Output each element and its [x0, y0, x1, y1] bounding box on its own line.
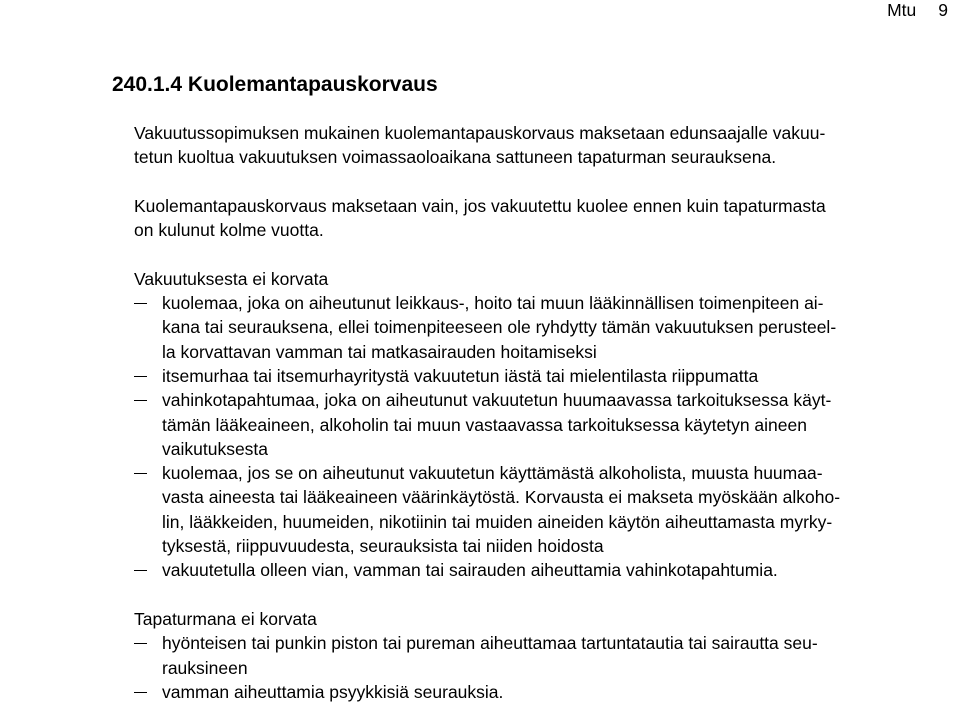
dash-bullet-icon	[134, 473, 147, 474]
text-line: rauksineen	[162, 657, 248, 678]
text-line: vasta aineesta tai lääkeaineen väärinkäytöstä. Korvausta ei makseta myöskään alkoho-	[162, 487, 841, 508]
exclusions-section	[134, 267, 934, 583]
document-body	[134, 121, 934, 704]
accident-exclusion-item	[134, 680, 934, 704]
text-line: vaikutuksesta	[162, 438, 269, 459]
text-line: Vakuutussopimuksen mukainen kuolemantapauskorvaus maksetaan edunsaajalle vakuu-	[134, 123, 826, 143]
text-line: vakuutetulla olleen vian, vamman tai sairauden aiheuttamia vahinkotapahtumia.	[162, 560, 778, 581]
exclusion-item	[134, 388, 934, 461]
dash-bullet-icon	[134, 400, 147, 401]
text-line: tetun kuoltua vakuutuksen voimassaoloaikana sattuneen tapaturman seurauksena.	[134, 147, 777, 168]
text-line: kuolemaa, jos se on aiheutunut vakuutetun käyttämästä alkoholista, muusta huumaa-	[162, 463, 823, 484]
exclusion-item	[134, 364, 934, 388]
paragraph-payment-conditions	[134, 121, 934, 170]
text-line: on kulunut kolme vuotta.	[134, 220, 324, 241]
spacer	[134, 583, 934, 607]
dash-bullet-icon	[134, 692, 147, 693]
header-company: Mtu	[887, 0, 917, 20]
text-line: vahinkotapahtumaa, joka on aiheutunut vakuutetun huumaavassa tarkoituksessa käyt-	[162, 390, 832, 411]
page-number: 9	[938, 0, 948, 20]
text-line: hyönteisen tai punkin piston tai pureman aiheuttamaa tartuntatautia tai sairautta seu-	[162, 633, 818, 654]
accident-exclusions-heading: Tapaturmana ei korvata	[134, 608, 317, 629]
dash-bullet-icon	[134, 303, 147, 304]
text-line: tyksestä, riippuvuudesta, seurauksista tai niiden hoidosta	[162, 536, 604, 557]
paragraph-time-limit	[134, 194, 934, 243]
text-line: Kuolemantapauskorvaus maksetaan vain, jos vakuutettu kuolee ennen kuin tapaturmasta	[134, 195, 826, 216]
text-line: vamman aiheuttamia psyykkisiä seurauksia.	[162, 681, 504, 702]
dash-bullet-icon	[134, 570, 147, 571]
accident-exclusions-section	[134, 607, 934, 704]
section-title: 240.1.4 Kuolemantapauskorvaus	[112, 73, 438, 96]
text-line: kuolemaa, joka on aiheutunut leikkaus-, hoito tai muun lääkinnällisen toimenpiteen ai-	[162, 293, 824, 314]
exclusions-heading: Vakuutuksesta ei korvata	[134, 268, 329, 289]
page-header	[887, 0, 948, 22]
dash-bullet-icon	[134, 643, 147, 644]
exclusion-item	[134, 461, 934, 558]
dash-bullet-icon	[134, 376, 147, 377]
text-line: tämän lääkeaineen, alkoholin tai muun vastaavassa tarkoituksessa käytetyn aineen	[162, 414, 807, 435]
text-line: itsemurhaa tai itsemurhayritystä vakuutetun iästä tai mielentilasta riippumatta	[162, 365, 759, 386]
exclusion-item	[134, 291, 934, 364]
text-line: lin, lääkkeiden, huumeiden, nikotiinin tai muiden aineiden käytön aiheuttamasta myrky-	[162, 511, 833, 532]
accident-exclusion-item	[134, 631, 934, 680]
text-line: la korvattavan vamman tai matkasairauden hoitamiseksi	[162, 341, 597, 362]
text-line: kana tai seurauksena, ellei toimenpiteeseen ole ryhdytty tämän vakuutuksen perusteel-	[162, 317, 837, 338]
exclusion-item	[134, 558, 934, 582]
